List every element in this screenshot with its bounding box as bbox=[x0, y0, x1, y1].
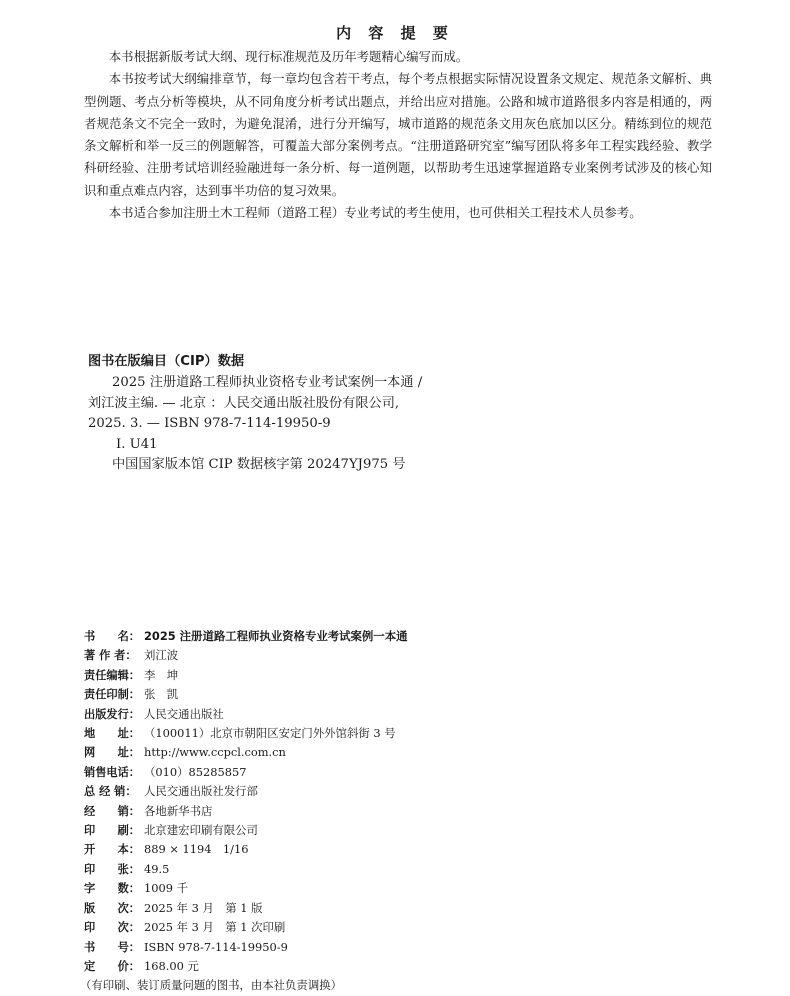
imprint-label: 责任印制： bbox=[84, 688, 140, 702]
imprint-label: 责任编辑： bbox=[84, 668, 140, 682]
imprint-label: 著 作 者： bbox=[84, 649, 137, 663]
imprint-value: 2025 年 3 月 第 1 次印刷 bbox=[144, 920, 286, 935]
imprint-row-address bbox=[84, 724, 724, 743]
imprint-value: 889 × 1194 1/16 bbox=[144, 842, 249, 857]
imprint-value: 1009 千 bbox=[144, 881, 188, 896]
imprint-label: 版 次： bbox=[84, 901, 140, 915]
imprint-value: 2025 注册道路工程师执业资格专业考试案例一本通 bbox=[144, 629, 408, 643]
imprint-label: 书 名： bbox=[84, 630, 140, 643]
imprint-row-printer bbox=[84, 821, 724, 840]
cip-line: 2025. 3. — ISBN 978-7-114-19950-9 bbox=[88, 416, 331, 432]
imprint-value: 49.5 bbox=[144, 861, 170, 876]
imprint-row-format bbox=[84, 840, 724, 859]
imprint-value: 人民交通出版社 bbox=[144, 706, 224, 721]
imprint-label: 总 经 销： bbox=[84, 785, 137, 799]
imprint-value: 李 坤 bbox=[144, 667, 179, 682]
imprint-row-word-count bbox=[84, 879, 724, 898]
imprint-row-general-distributor bbox=[84, 782, 724, 801]
imprint-note: （有印刷、装订质量问题的图书，由本社负责调换） bbox=[80, 978, 342, 993]
imprint-label: 开 本： bbox=[84, 843, 140, 857]
imprint-value: ISBN 978-7-114-19950-9 bbox=[144, 939, 288, 954]
cip-block bbox=[88, 352, 468, 475]
summary-title: 内 容 提 要 bbox=[336, 24, 454, 42]
imprint-value: （100011）北京市朝阳区安定门外外馆斜街 3 号 bbox=[144, 726, 396, 741]
summary-paragraph: 本书根据新版考试大纲、现行标准规范及历年考题精心编写而成。 bbox=[108, 49, 469, 64]
imprint-label: 字 数： bbox=[84, 882, 140, 896]
imprint-value: 张 凯 bbox=[144, 687, 179, 702]
imprint-row-title bbox=[84, 627, 724, 646]
imprint-value: 2025 年 3 月 第 1 版 bbox=[144, 900, 263, 915]
imprint-row-printing-supervisor bbox=[84, 685, 724, 704]
imprint-row-impression bbox=[84, 918, 724, 937]
imprint-row-sales-phone bbox=[84, 763, 724, 782]
imprint-row-website bbox=[84, 743, 724, 762]
imprint-label: 定 价： bbox=[84, 959, 140, 973]
imprint-label: 出版发行： bbox=[84, 707, 140, 721]
cip-line: 刘江波主编. — 北京 ：人民交通出版社股份有限公司, bbox=[88, 395, 400, 411]
imprint-label: 经 销： bbox=[84, 804, 140, 818]
cip-line: Ⅰ. U41 bbox=[116, 436, 158, 452]
summary-paragraph: 本书按考试大纲编排章节，每一章均包含若干考点，每个考点根据实际情况设置条文规定、规范条文解析、典型例题、考点分析等模块，从不同角度分析考试出题点，并给出应对措施。公路和城市道路很多内容是相通的，两者规范条文不完全一致时，为避免混淆，进行分开编写，城市道路的规范条文用灰色底加以区分。精练到位的规范条文解析和举一反三的例题解答，可覆盖大部分案例考点。“注册道路研究室”编写团队将多年工程实践经验、教学科研经验、注册考试培训经验融进每一条分析、每一道例题，以帮助考生迅速掌握道路专业案例考试涉及的核心知识和重点难点内容，达到事半功倍的复习效果。 bbox=[84, 71, 712, 198]
imprint-row-editor bbox=[84, 666, 724, 685]
imprint-row-price bbox=[84, 957, 724, 976]
imprint-value: （010）85285857 bbox=[144, 764, 247, 779]
cip-line: 2025 注册道路工程师执业资格专业考试案例一本通 / bbox=[112, 375, 423, 391]
imprint-label: 印 次： bbox=[84, 921, 140, 935]
imprint-block bbox=[80, 627, 724, 996]
imprint-row-edition bbox=[84, 899, 724, 918]
imprint-value: 刘江波 bbox=[144, 648, 179, 663]
imprint-label: 印 张： bbox=[84, 862, 140, 876]
imprint-row-isbn bbox=[84, 938, 724, 957]
imprint-label: 地 址： bbox=[84, 727, 140, 741]
imprint-row-publisher bbox=[84, 705, 724, 724]
cip-line: 中国国家版本馆 CIP 数据核字第 20247YJ975 号 bbox=[112, 457, 406, 473]
imprint-value: 人民交通出版社发行部 bbox=[144, 784, 258, 799]
imprint-label: 书 号： bbox=[84, 940, 140, 954]
imprint-value: 各地新华书店 bbox=[144, 803, 213, 818]
summary-paragraph: 本书适合参加注册土木工程师（道路工程）专业考试的考生使用，也可供相关工程技术人员参考。 bbox=[108, 205, 642, 221]
imprint-label: 销售电话： bbox=[84, 765, 140, 779]
imprint-row-distributor bbox=[84, 802, 724, 821]
imprint-label: 网 址： bbox=[84, 746, 140, 760]
imprint-row-sheets bbox=[84, 860, 724, 879]
cip-heading: 图书在版编目（CIP）数据 bbox=[88, 354, 245, 369]
summary-body bbox=[84, 46, 712, 224]
imprint-label: 印 刷： bbox=[84, 824, 140, 838]
imprint-row-author bbox=[84, 646, 724, 665]
imprint-value: http://www.ccpcl.com.cn bbox=[144, 745, 286, 760]
imprint-value: 168.00 元 bbox=[144, 958, 199, 973]
imprint-value: 北京建宏印刷有限公司 bbox=[144, 823, 258, 838]
